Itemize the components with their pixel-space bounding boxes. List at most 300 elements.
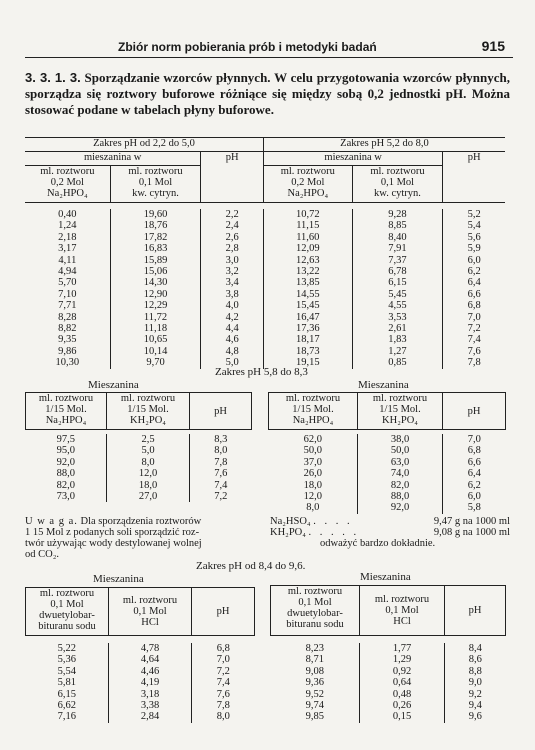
ph-cell: 6,2: [443, 480, 506, 491]
ph-cell: 9,0: [445, 677, 506, 688]
volume-a-cell: 1,24: [58, 220, 77, 232]
section-paragraph: [25, 70, 510, 118]
salt-name: Na₂HSO₄: [270, 516, 311, 527]
table-row: [269, 480, 506, 491]
col-head-line: 0,1 Mol: [298, 597, 332, 608]
salt-list: [270, 516, 510, 549]
table-row: [26, 480, 252, 491]
col-head-line: 1/15 Mol.: [127, 404, 169, 415]
volume-b-cell: 7,91: [352, 243, 443, 254]
col-head-line: 0,2 Mol: [50, 177, 84, 188]
col-kh2po4: [107, 393, 190, 430]
ph-cell: 7,8: [190, 457, 252, 468]
ph-cell: 8,3: [190, 434, 252, 445]
volume-b-cell: 15,06: [110, 266, 201, 277]
volume-b-cell: 1,83: [352, 334, 443, 345]
volume-a-cell: 8,0: [306, 502, 320, 514]
volume-a-cell: 73,0: [56, 491, 75, 503]
col-head-line: ml. roztworu: [374, 594, 430, 605]
ph-cell: 3,0: [201, 255, 264, 266]
col-head-line: 1/15 Mol.: [379, 404, 421, 415]
col-head-line: 1/15 Mol.: [45, 404, 87, 415]
volume-a-cell: 82,0: [56, 479, 75, 491]
volume-b-cell: 88,0: [358, 491, 443, 502]
col-head-line: ml. roztworu: [122, 595, 178, 606]
table-row: [26, 643, 255, 654]
table-row: [26, 700, 255, 711]
volume-a-cell: 5,22: [57, 643, 76, 654]
col-head-line: KH₂PO₄: [382, 415, 418, 426]
volume-a-cell: 88,0: [56, 468, 75, 480]
volume-a-cell: 12,09: [263, 243, 352, 254]
range-label-phosphate: Zakres pH 5,8 do 8,3: [215, 366, 308, 378]
volume-b-cell: 10,65: [110, 334, 201, 345]
ph-cell: 7,4: [190, 480, 252, 491]
volume-a-cell: 19,15: [263, 357, 352, 368]
salt-row: Na₂HSO₄ . . . . 9,47 g na 1000 ml: [270, 516, 510, 527]
volume-a-cell: 15,45: [263, 300, 352, 311]
volume-a-cell: 8,23: [305, 643, 324, 654]
table-row: [25, 289, 505, 300]
col-na2hpo4: [26, 393, 107, 430]
volume-a-cell: 10,72: [263, 209, 352, 220]
volume-b-cell: 12,0: [107, 468, 190, 479]
table-row: [271, 677, 506, 688]
col-head-line: HCl: [141, 617, 159, 628]
volume-b-cell: 4,19: [109, 677, 192, 688]
volume-b-cell: 27,0: [107, 491, 190, 502]
mix-label-right: mieszanina w: [263, 152, 442, 166]
note-lead: U w a g a.: [25, 516, 78, 527]
volume-b-cell: 38,0: [358, 434, 443, 445]
ph-header: pH: [190, 393, 252, 430]
volume-b-cell: 9,70: [110, 357, 201, 368]
ph-cell: 7,2: [192, 666, 255, 677]
volume-b-cell: 0,26: [360, 700, 445, 711]
ph-cell: 7,0: [443, 434, 506, 445]
range-label-right: Zakres pH 5,2 do 8,0: [263, 138, 505, 152]
volume-a-cell: 4,11: [58, 254, 77, 266]
volume-b-cell: 14,30: [110, 277, 201, 288]
note-line: twór używając wody destylowanej wolnej: [25, 538, 202, 549]
col-head-line: KH₂PO₄: [130, 415, 166, 426]
ph-cell: 7,8: [192, 700, 255, 711]
table-row: [25, 300, 505, 311]
mix-label-right: Mieszanina: [358, 379, 409, 391]
volume-a-cell: 11,60: [263, 232, 352, 243]
mix-label-left: mieszanina w: [25, 152, 201, 166]
col-head-line: kw. cytryn.: [374, 188, 421, 199]
col-head-line: 0,2 Mol: [291, 177, 325, 188]
volume-b-cell: 2,84: [109, 711, 192, 722]
volume-a-cell: 50,0: [303, 445, 322, 457]
volume-b-cell: 18,0: [107, 480, 190, 491]
volume-a-cell: 13,22: [263, 266, 352, 277]
table-row: [269, 502, 506, 513]
table-row: [26, 445, 252, 456]
page-number: 915: [481, 38, 505, 54]
volume-a-cell: 62,0: [303, 434, 322, 445]
volume-b-cell: 4,64: [109, 654, 192, 665]
ph-cell: 9,2: [445, 689, 506, 700]
table-row: [25, 277, 505, 288]
ph-cell: 2,6: [201, 232, 264, 243]
volume-a-cell: 9,52: [305, 688, 324, 700]
table-row: [26, 457, 252, 468]
ph-cell: 5,6: [443, 232, 505, 243]
barbital-data-rows-right: [271, 643, 506, 723]
ph-cell: 5,4: [443, 220, 505, 231]
volume-b-cell: 1,27: [352, 346, 443, 357]
col-head-line: 0,1 Mol: [385, 605, 419, 616]
ph-cell: 6,8: [443, 300, 505, 311]
volume-a-cell: 8,28: [58, 311, 77, 323]
volume-a-cell: 11,15: [263, 220, 352, 231]
volume-b-cell: 0,85: [352, 357, 443, 368]
buffer-table-barbital-right: [270, 585, 506, 723]
volume-a-cell: 9,08: [305, 665, 324, 677]
volume-a-cell: 0,40: [58, 209, 77, 220]
volume-b-cell: 11,18: [110, 323, 201, 334]
ph-cell: 8,0: [192, 711, 255, 722]
table-row: [26, 491, 252, 502]
table-row: [26, 468, 252, 479]
table-row: [26, 666, 255, 677]
ph-cell: 8,0: [190, 445, 252, 456]
volume-a-cell: 6,15: [57, 688, 76, 700]
volume-a-cell: 14,55: [263, 289, 352, 300]
col-head-line: Na₂HPO₄: [47, 188, 88, 199]
volume-a-cell: 2,18: [58, 231, 77, 243]
volume-b-cell: 8,85: [352, 220, 443, 231]
table-row: [269, 468, 506, 479]
ph-cell: 5,2: [443, 209, 505, 220]
col-head-line: ml. roztworu: [39, 588, 95, 599]
mix-label-left: Mieszanina: [88, 379, 139, 391]
col-hcl: [360, 586, 445, 636]
section-heading: Sporządzanie wzorców płynnych.: [84, 70, 271, 85]
ph-cell: 6,2: [443, 266, 505, 277]
volume-a-cell: 16,47: [263, 312, 352, 323]
volume-a-cell: 5,36: [57, 654, 76, 666]
barbital-data-rows-left: [26, 643, 255, 723]
ph-cell: 6,8: [192, 643, 255, 654]
volume-a-cell: 9,85: [305, 711, 324, 723]
col-hcl: [109, 588, 192, 636]
table-row: [271, 700, 506, 711]
col-na2hpo4-left: [25, 166, 110, 203]
col-na2hpo4: [269, 393, 358, 430]
col-citric-left: [110, 166, 201, 203]
volume-b-cell: 63,0: [358, 457, 443, 468]
ph-cell: 3,8: [201, 289, 264, 300]
col-head-line: Na₂HPO₄: [292, 415, 334, 426]
volume-b-cell: 4,46: [109, 666, 192, 677]
volume-b-cell: 6,15: [352, 277, 443, 288]
col-citric-right: [352, 166, 443, 203]
col-head-line: ml. roztworu: [280, 166, 335, 177]
volume-a-cell: 12,63: [263, 255, 352, 266]
volume-b-cell: 16,83: [110, 243, 201, 254]
col-head-line: 0,1 Mol: [138, 177, 173, 188]
buffer-table-phosphate-left: [25, 392, 252, 502]
ph-cell: 9,6: [445, 711, 506, 722]
range-label-left: Zakres pH od 2,2 do 5,0: [25, 138, 263, 152]
col-head-line: ml. roztworu: [287, 586, 343, 597]
col-head-line: ml. roztworu: [285, 393, 341, 404]
ph-cell: 5,8: [443, 502, 506, 513]
volume-a-cell: 8,71: [305, 654, 324, 666]
section-number: 3. 3. 1. 3.: [25, 70, 81, 85]
volume-a-cell: 4,94: [58, 266, 77, 278]
col-head-line: dwuetylobar-: [39, 610, 95, 621]
volume-a-cell: 9,74: [305, 700, 324, 712]
col-kh2po4: [358, 393, 443, 430]
volume-a-cell: 8,82: [58, 323, 77, 335]
table-row: [271, 711, 506, 722]
volume-a-cell: 3,17: [58, 243, 77, 255]
ph-cell: 6,0: [443, 491, 506, 502]
table-row: [26, 711, 255, 722]
col-head-line: kw. cytryn.: [132, 188, 179, 199]
table-row: [25, 220, 505, 231]
table-row: [25, 312, 505, 323]
col-barbital: [271, 586, 360, 636]
col-head-line: dwuetylobar-: [287, 608, 343, 619]
volume-b-cell: 4,55: [352, 300, 443, 311]
ph-cell: 8,8: [445, 666, 506, 677]
col-head-line: Na₂HPO₄: [45, 415, 87, 426]
volume-a-cell: 18,17: [263, 334, 352, 345]
volume-b-cell: 0,64: [360, 677, 445, 688]
ph-cell: 7,6: [190, 468, 252, 479]
volume-a-cell: 7,10: [58, 288, 77, 300]
ph-header-left: pH: [201, 152, 264, 203]
ph-cell: 3,4: [201, 277, 264, 288]
table-row: [25, 243, 505, 254]
volume-b-cell: 5,45: [352, 289, 443, 300]
volume-b-cell: 3,18: [109, 689, 192, 700]
weigh-instruction: odważyć bardzo dokładnie.: [320, 538, 436, 549]
table-row: [271, 689, 506, 700]
ph-header: pH: [445, 586, 506, 636]
volume-a-cell: 18,73: [263, 346, 352, 357]
volume-b-cell: 7,37: [352, 255, 443, 266]
ph-header: pH: [443, 393, 506, 430]
volume-b-cell: 8,40: [352, 232, 443, 243]
ph-cell: 4,8: [201, 346, 264, 357]
volume-a-cell: 6,62: [57, 700, 76, 712]
volume-b-cell: 18,76: [110, 220, 201, 231]
ph-cell: 8,6: [445, 654, 506, 665]
col-head-line: ml. roztworu: [120, 393, 176, 404]
volume-b-cell: 0,15: [360, 711, 445, 722]
volume-a-cell: 18,0: [303, 479, 322, 491]
header-title: Zbiór norm pobierania prób i metodyki badań: [118, 40, 377, 54]
volume-b-cell: 8,0: [107, 457, 190, 468]
volume-b-cell: 74,0: [358, 468, 443, 479]
ph-cell: 3,2: [201, 266, 264, 277]
ph-cell: 6,4: [443, 468, 506, 479]
salt-row: KH₂PO₄ . . . . . 9,08 g na 1000 ml: [270, 527, 510, 538]
ph-cell: 6,6: [443, 457, 506, 468]
note-line: 1 15 Mol z podanych soli sporządzić roz-: [25, 527, 200, 538]
volume-a-cell: 13,85: [263, 277, 352, 288]
volume-b-cell: 82,0: [358, 480, 443, 491]
ph-cell: 7,4: [443, 334, 505, 345]
volume-b-cell: 19,60: [110, 209, 201, 220]
spacer: [271, 636, 506, 644]
ph-cell: 2,4: [201, 220, 264, 231]
salt-amount: 9,08 g na 1000 ml: [433, 527, 510, 538]
phosphate-data-rows-left: [26, 434, 252, 502]
volume-b-cell: 4,78: [109, 643, 192, 654]
ph-cell: 7,4: [192, 677, 255, 688]
volume-b-cell: 9,28: [352, 209, 443, 220]
table-row: [25, 232, 505, 243]
buffer-table-citrate: [25, 137, 505, 369]
volume-b-cell: 0,48: [360, 689, 445, 700]
table-row: [271, 643, 506, 654]
ph-cell: 7,2: [190, 491, 252, 502]
table-row: [269, 491, 506, 502]
ph-cell: 7,2: [443, 323, 505, 334]
volume-b-cell: 3,53: [352, 312, 443, 323]
volume-a-cell: 97,5: [56, 434, 75, 445]
buffer-table-phosphate-right: [268, 392, 506, 514]
col-head-line: HCl: [393, 616, 411, 627]
salt-name: KH₂PO₄: [270, 527, 306, 538]
mix-label-right: Mieszanina: [360, 571, 411, 583]
salt-amount: 9,47 g na 1000 ml: [433, 516, 510, 527]
note-line: [25, 516, 265, 527]
volume-a-cell: 5,54: [57, 665, 76, 677]
col-head-line: Na₂HPO₄: [287, 188, 329, 199]
table-row: [26, 434, 252, 445]
volume-a-cell: 12,0: [303, 491, 322, 503]
volume-b-cell: 0,92: [360, 666, 445, 677]
table-row: [271, 666, 506, 677]
volume-a-cell: 7,71: [58, 300, 77, 312]
table-row: [26, 689, 255, 700]
ph-cell: 2,2: [201, 209, 264, 220]
volume-b-cell: 10,14: [110, 346, 201, 357]
volume-a-cell: 92,0: [56, 456, 75, 468]
ph-cell: 4,0: [201, 300, 264, 311]
section-text: W celu przygotowania wzorców płynnych, sporządza się roztwory buforowe różniące się między sobą 0,2 jednostki pH. Można stosować podane w tabelach płyny buforowe.: [25, 70, 511, 117]
note-text: Dla sporządzenia roztworów: [80, 516, 202, 527]
col-head-line: bituranu sodu: [38, 621, 96, 632]
col-head-line: 0,1 Mol: [380, 177, 415, 188]
volume-a-cell: 17,36: [263, 323, 352, 334]
volume-a-cell: 37,0: [303, 456, 322, 468]
col-head-line: ml. roztworu: [372, 393, 428, 404]
ph-cell: 4,4: [201, 323, 264, 334]
volume-a-cell: 7,16: [57, 711, 76, 723]
spacer: [26, 636, 255, 644]
volume-b-cell: 12,29: [110, 300, 201, 311]
volume-b-cell: 15,89: [110, 255, 201, 266]
table-row: [271, 654, 506, 665]
col-head-line: 0,1 Mol: [50, 599, 84, 610]
col-head-line: bituranu sodu: [286, 619, 344, 630]
ph-cell: 9,4: [445, 700, 506, 711]
table-row: [25, 334, 505, 345]
col-na2hpo4-right: [263, 166, 352, 203]
ph-cell: 2,8: [201, 243, 264, 254]
running-header: [0, 40, 535, 58]
col-head-line: 1/15 Mol.: [292, 404, 334, 415]
volume-b-cell: 17,82: [110, 232, 201, 243]
citrate-data-rows: [25, 209, 505, 369]
ph-header: pH: [192, 588, 255, 636]
ph-cell: 7,6: [192, 689, 255, 700]
volume-b-cell: 50,0: [358, 445, 443, 456]
volume-b-cell: 3,38: [109, 700, 192, 711]
volume-b-cell: 11,72: [110, 312, 201, 323]
col-head-line: 0,1 Mol: [133, 606, 167, 617]
ph-cell: 7,0: [443, 312, 505, 323]
col-head-line: ml. roztworu: [40, 166, 95, 177]
table-row: [269, 434, 506, 445]
table-row: [26, 654, 255, 665]
ph-cell: 6,0: [443, 255, 505, 266]
table-row: [25, 255, 505, 266]
buffer-table-barbital-left: [25, 587, 255, 723]
col-barbital: [26, 588, 109, 636]
table-row: [25, 323, 505, 334]
volume-b-cell: 6,78: [352, 266, 443, 277]
header-rule: [25, 57, 513, 58]
ph-cell: 8,4: [445, 643, 506, 654]
volume-a-cell: 95,0: [56, 445, 75, 457]
volume-b-cell: 1,29: [360, 654, 445, 665]
ph-cell: 7,0: [192, 654, 255, 665]
table-row: [25, 209, 505, 220]
table-row: [25, 266, 505, 277]
col-head-line: ml. roztworu: [370, 166, 425, 177]
ph-cell: 7,6: [443, 346, 505, 357]
ph-cell: 4,2: [201, 312, 264, 323]
volume-a-cell: 10,30: [55, 357, 80, 369]
volume-b-cell: 12,90: [110, 289, 201, 300]
ph-cell: 5,0: [201, 357, 264, 368]
volume-a-cell: 26,0: [303, 468, 322, 480]
ph-cell: 6,6: [443, 289, 505, 300]
table-row: [25, 346, 505, 357]
range-label-barbital: Zakres pH od 8,4 do 9,6.: [196, 560, 306, 572]
volume-b-cell: 92,0: [358, 502, 443, 513]
note-line: od CO₂.: [25, 549, 59, 560]
table-row: [269, 445, 506, 456]
ph-cell: 4,6: [201, 334, 264, 345]
note-block: [25, 516, 265, 560]
volume-b-cell: 2,5: [107, 434, 190, 445]
volume-a-cell: 5,70: [58, 277, 77, 289]
volume-b-cell: 5,0: [107, 445, 190, 456]
volume-a-cell: 9,36: [305, 677, 324, 689]
col-head-line: ml. roztworu: [128, 166, 183, 177]
volume-b-cell: 1,77: [360, 643, 445, 654]
ph-header-right: pH: [443, 152, 505, 203]
volume-a-cell: 9,35: [58, 334, 77, 346]
ph-cell: 7,8: [443, 357, 505, 368]
volume-a-cell: 9,86: [58, 345, 77, 357]
volume-b-cell: 2,61: [352, 323, 443, 334]
ph-cell: 6,8: [443, 445, 506, 456]
volume-a-cell: 5,81: [57, 677, 76, 689]
ph-cell: 6,4: [443, 277, 505, 288]
